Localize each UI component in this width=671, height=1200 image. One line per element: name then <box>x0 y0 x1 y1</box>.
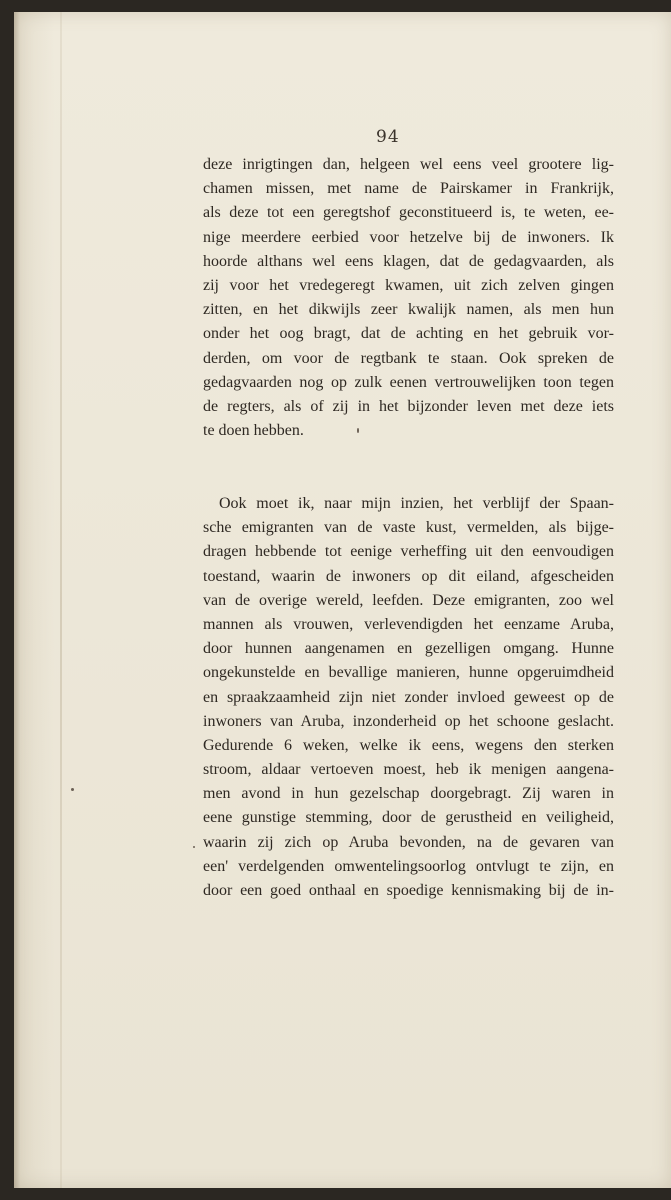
text-line: eene gunstige stemming, door de gerustheid en veiligheid, <box>203 809 614 827</box>
text-line: waarin zij zich op Aruba bevonden, na de gevaren van <box>203 833 614 851</box>
text-line: zij voor het vredegeregt kwamen, uit zich zelven gingen <box>203 276 614 294</box>
text-line: de regters, als of zij in het bijzonder leven met deze iets <box>203 397 614 415</box>
ink-speck <box>71 788 74 791</box>
ink-speck <box>193 846 195 848</box>
text-line: van de overige wereld, leefden. Deze emigranten, zoo wel <box>203 591 614 609</box>
text-line: sche emigranten van de vaste kust, vermelden, als bijge- <box>203 519 614 537</box>
text-line: door een goed onthaal en spoedige kennismaking bij de in- <box>203 882 614 899</box>
text-line: Gedurende 6 weken, welke ik eens, wegens den sterken <box>203 736 614 754</box>
text-line: ongekunstelde en bevallige manieren, hunne opgeruimdheid <box>203 664 614 682</box>
text-line: gedagvaarden nog op zulk eenen vertrouwelijken toon tegen <box>203 373 614 391</box>
paragraph-1 <box>203 153 614 443</box>
text-line: nige meerdere eerbied voor hetzelve bij de inwoners. Ik <box>203 228 614 246</box>
page-gutter <box>60 12 62 1188</box>
text-line: door hunnen aangenamen en gezelligen omgang. Hunne <box>203 640 614 658</box>
text-line: chamen missen, met name de Pairskamer in Frankrijk, <box>203 180 614 198</box>
text-line: een' verdelgenden omwentelingsoorlog ontvlugt te zijn, en <box>203 857 614 875</box>
text-line: dragen hebbende tot eenige verheffing uit den eenvoudigen <box>203 543 614 561</box>
text-line: als deze tot een geregtshof geconstitueerd is, te weten, ee- <box>203 204 614 222</box>
text-line: deze inrigtingen dan, helgeen wel eens veel grootere lig- <box>203 156 614 173</box>
text-line: toestand, waarin de inwoners op dit eiland, afgescheiden <box>203 567 614 585</box>
text-line: onder het oog bragt, dat de achting en het gebruik vor- <box>203 325 614 343</box>
text-line: mannen als vrouwen, verlevendigden het eenzame Aruba, <box>203 615 614 633</box>
ink-speck <box>357 428 359 433</box>
text-line: hoorde althans wel eens klagen, dat de gedagvaarden, als <box>203 252 614 270</box>
text-line: en spraakzaamheid zijn niet zonder invloed geweest op de <box>203 688 614 706</box>
paragraph-2 <box>203 492 614 903</box>
text-line: inwoners van Aruba, inzonderheid op het schoone geslacht. <box>203 712 614 730</box>
text-line: zitten, en het dikwijls zeer kwalijk namen, als men hun <box>203 301 614 319</box>
text-line: Ook moet ik, naar mijn inzien, het verblijf der Spaan- <box>219 495 614 512</box>
page-number: 94 <box>376 127 400 147</box>
text-line: stroom, aldaar vertoeven moest, heb ik menigen aangena- <box>203 761 614 779</box>
text-line: te doen hebben. <box>203 422 304 440</box>
text-line: men avond in hun gezelschap doorgebragt. Zij waren in <box>203 785 614 803</box>
text-line: derden, om voor de regtbank te staan. Ook spreken de <box>203 349 614 367</box>
